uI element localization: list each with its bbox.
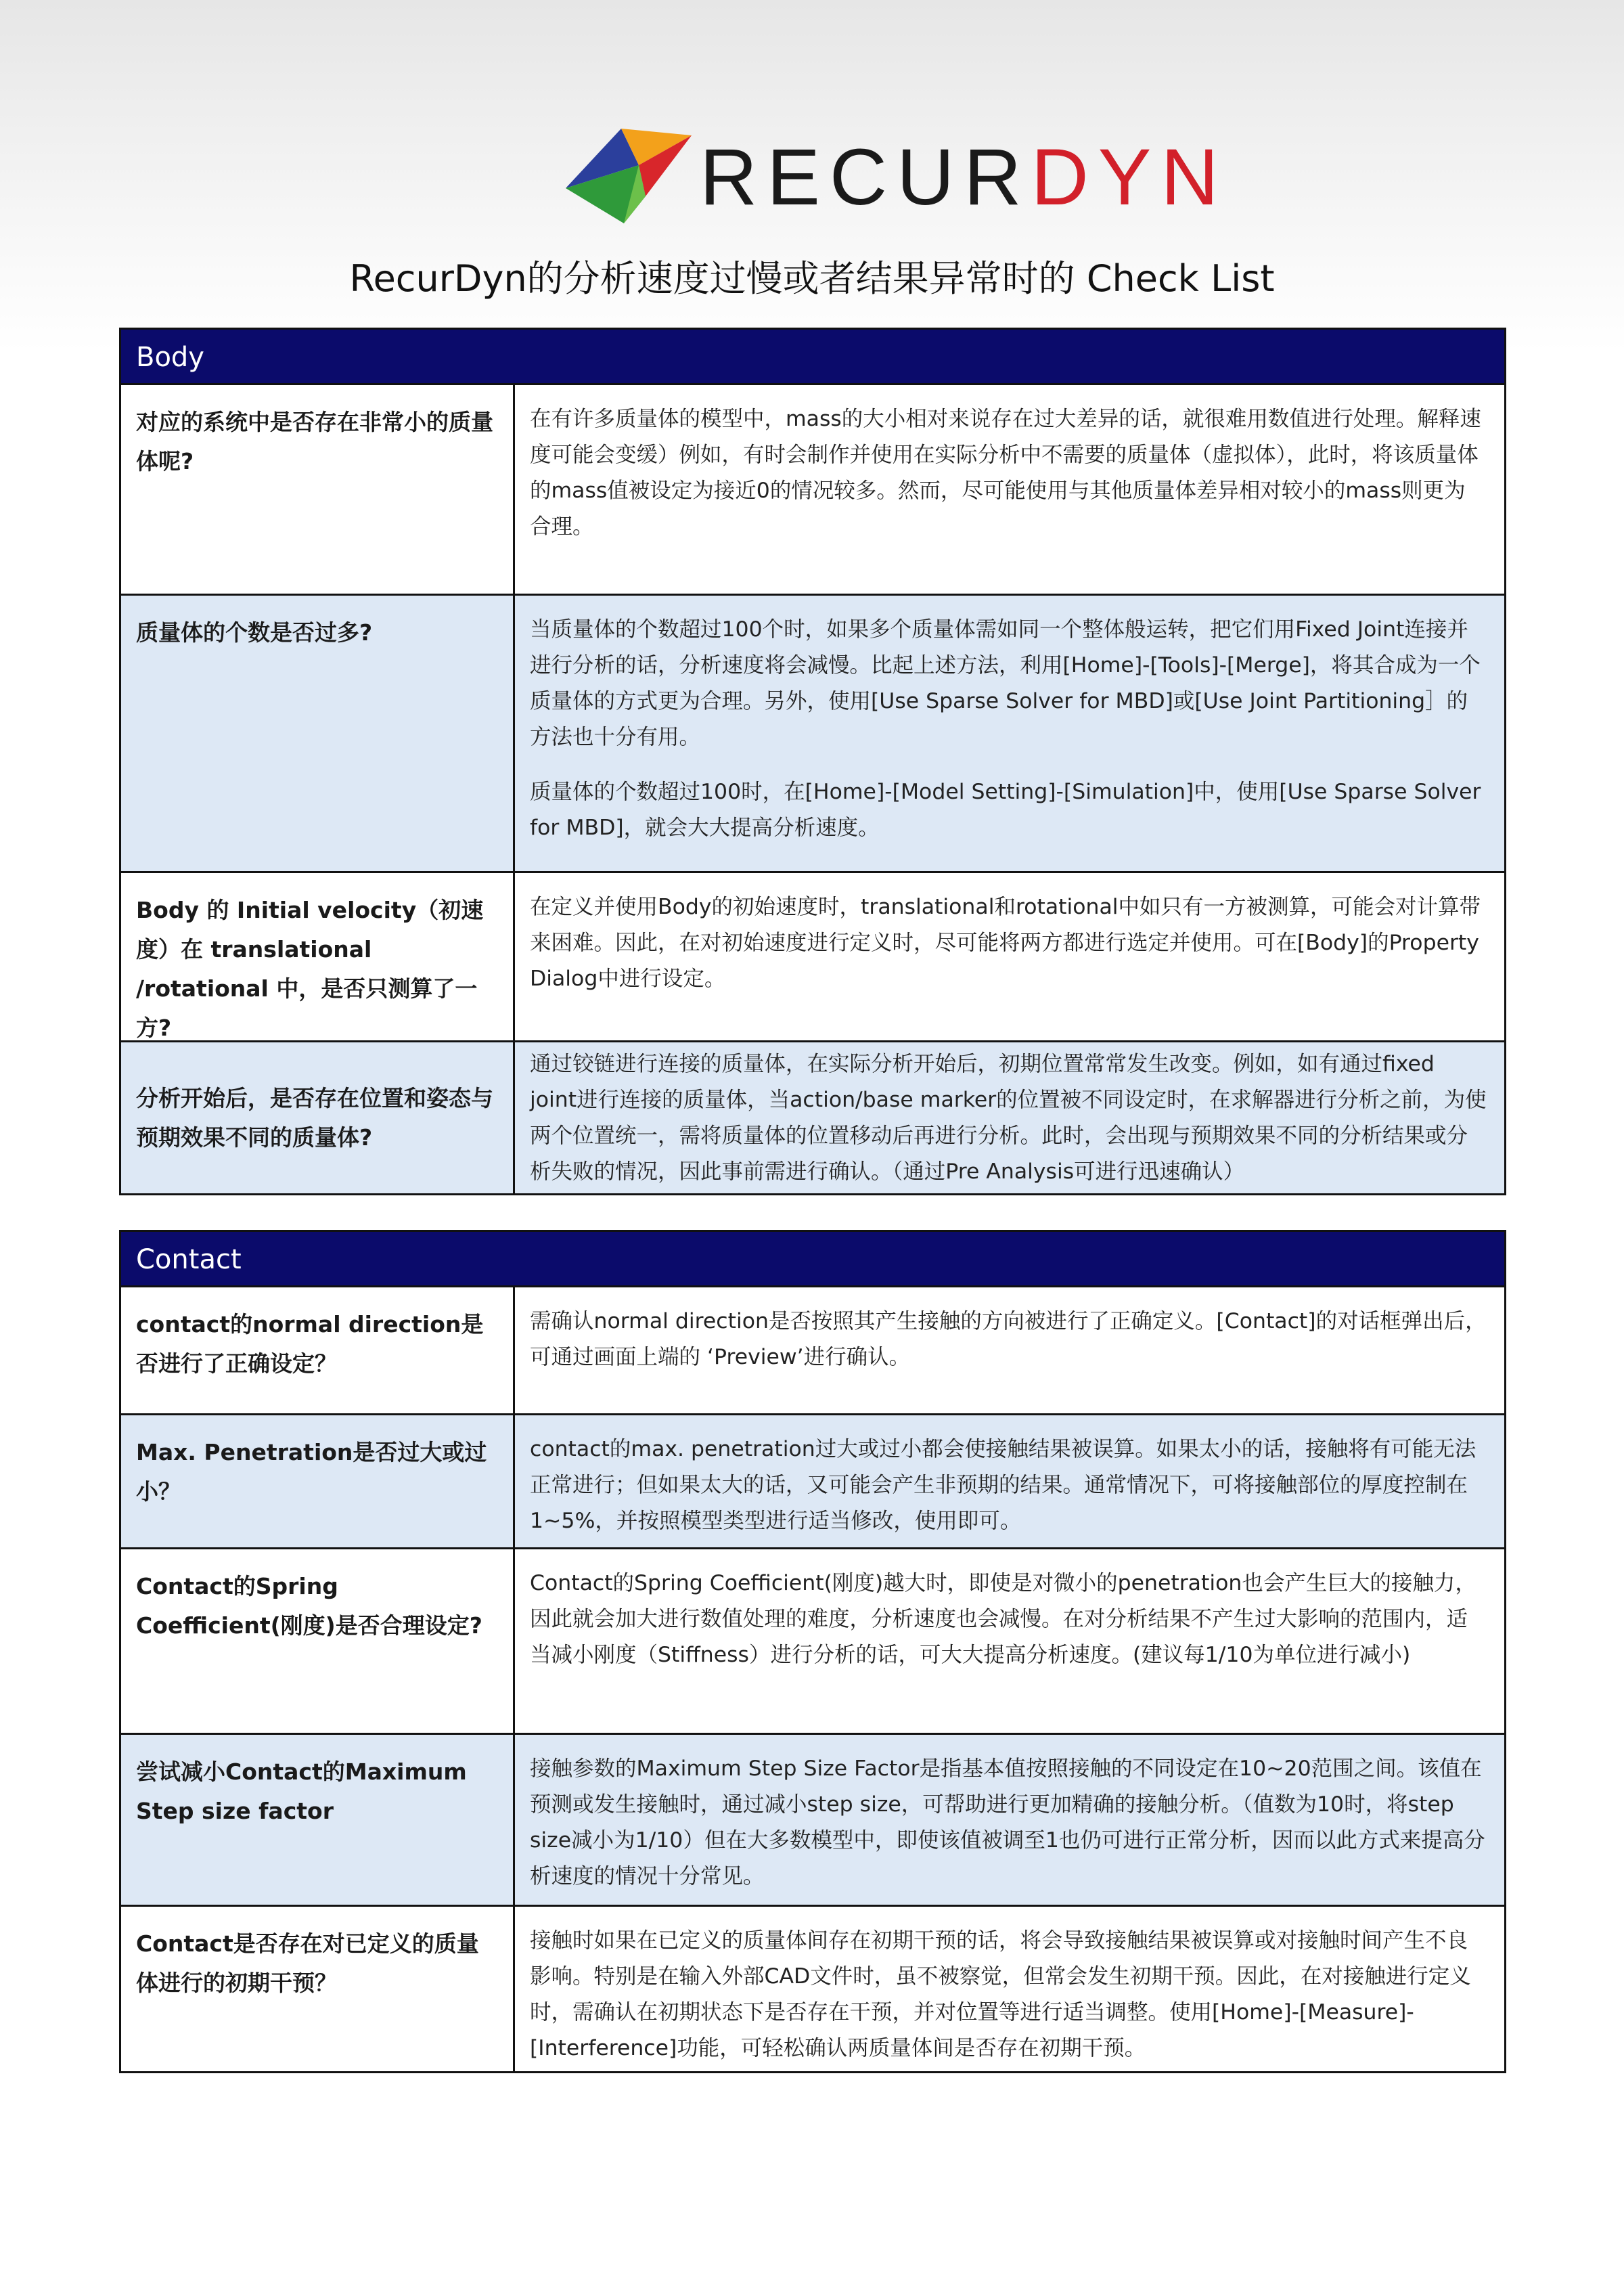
table-row <box>121 1040 1504 1193</box>
answer-cell <box>515 1907 1504 2071</box>
page-title: RecurDyn的分析速度过慢或者结果异常时的 Check List <box>349 257 1275 300</box>
question-cell: 质量体的个数是否过多? <box>121 596 515 871</box>
section-header: Contact <box>121 1232 1504 1287</box>
answer-cell <box>515 596 1504 871</box>
question-cell: Max. Penetration是否过大或过小？ <box>121 1415 515 1547</box>
question-cell: Contact是否存在对已定义的质量体进行的初期干预？ <box>121 1907 515 2071</box>
answer-cell <box>515 385 1504 594</box>
answer-text: Contact的Spring Coefficient(刚度)越大时，即使是对微小的penetration也会产生巨大的接触力，因此就会加大进行数值处理的难度，分析速度也会减慢。在对分析结果不产生过大影响的范围内，适当减小刚度（Stiffness）进行分析的话，可大大提高分析速度。(建议每1/10为单位进行减小) <box>530 1571 1476 1667</box>
question-cell: 分析开始后，是否存在位置和姿态与预期效果不同的质量体? <box>121 1042 515 1193</box>
question-cell: contact的normal direction是否进行了正确设定？ <box>121 1287 515 1413</box>
recurdyn-logo-graphic <box>559 115 1228 230</box>
question-cell: Contact的Spring Coefficient(刚度)是否合理设定? <box>121 1549 515 1733</box>
svg-text:RECURDYN <box>700 133 1228 222</box>
table-row <box>121 1733 1504 1905</box>
table-row <box>121 871 1504 1040</box>
answer-text: 当质量体的个数超过100个时，如果多个质量体需如同一个整体般运转，把它们用Fixed Joint连接并进行分析的话，分析速度将会减慢。比起上述方法，利用[Home]-[Tools]-[Merge]，将其合成为一个质量体的方式更为合理。另外，使用[Use Sparse Solver for MBD]或[Use Joint Partitioning］的方法也十分有用。 <box>530 617 1481 749</box>
answer-text: 在有许多质量体的模型中，mass的大小相对来说存在过大差异的话，就很难用数值进行处理。解释速度可能会变缓）例如，有时会制作并使用在实际分析中不需要的质量体（虚拟体），此时，将该质量体的mass值被设定为接近0的情况较多。然而，尽可能使用与其他质量体差异相对较小的mass则更为合理。 <box>530 407 1481 539</box>
answer-text: 在定义并使用Body的初始速度时，translational和rotational中如只有一方被测算，可能会对计算带来困难。因此，在对初始速度进行定义时，尽可能将两方都进行选定并使用。可在[Body]的Property Dialog中进行设定。 <box>530 895 1481 991</box>
answer-text: 接触参数的Maximum Step Size Factor是指基本值按照接触的不同设定在10~20范围之间。该值在预测或发生接触时，通过减小step size，可帮助进行更加精确的接触分析。（值数为10时，将step size减小为1/10）但在大多数模型中，即使该值被调至1也仍可进行正常分析，因而以此方式来提高分析速度的情况十分常见。 <box>530 1756 1485 1888</box>
answer-cell <box>515 1735 1504 1905</box>
table-row <box>121 1413 1504 1547</box>
logo-text-recur: RECUR <box>700 133 1031 222</box>
table-row <box>121 594 1504 871</box>
section-header: Body <box>121 330 1504 385</box>
answer-cell <box>515 1415 1504 1547</box>
answer-cell <box>515 1042 1504 1193</box>
answer-cell <box>515 1549 1504 1733</box>
answer-text: 通过铰链进行连接的质量体，在实际分析开始后，初期位置常常发生改变。例如，如有通过fixed joint进行连接的质量体，当action/base marker的位置被不同设定时，在求解器进行分析之前，为使两个位置统一，需将质量体的位置移动后再进行分析。此时，会出现与预期效果不同的分析结果或分析失败的情况，因此事前需进行确认。（通过Pre Analysis可进行迅速确认） <box>530 1051 1487 1184</box>
table-row <box>121 1547 1504 1733</box>
answer-text: 需确认normal direction是否按照其产生接触的方向被进行了正确定义。[Contact]的对话框弹出后，可通过画面上端的 ‘Preview’进行确认。 <box>530 1309 1487 1369</box>
table-row <box>121 1905 1504 2071</box>
logo-text-dyn: DYN <box>1031 133 1228 222</box>
answer-text: contact的max. penetration过大或过小都会使接触结果被误算。如果太小的话，接触将有可能无法正常进行；但如果太大的话，又可能会产生非预期的结果。通常情况下，可将接触部位的厚度控制在1~5%，并按照模型类型进行适当修改，使用即可。 <box>530 1437 1476 1533</box>
answer-text: 质量体的个数超过100时，在[Home]-[Model Setting]-[Simulation]中，使用[Use Sparse Solver for MBD]，就会大大提高分析速度。 <box>530 780 1481 840</box>
answer-text: 接触时如果在已定义的质量体间存在初期干预的话，将会导致接触结果被误算或对接触时间产生不良影响。特别是在输入外部CAD文件时，虽不被察觉，但常会发生初期干预。因此，在对接触进行定义时，需确认在初期状态下是否存在干预，并对位置等进行适当调整。使用[Home]-[Measure]-[Interference]功能，可轻松确认两质量体间是否存在初期干预。 <box>530 1928 1471 2060</box>
table-row <box>121 385 1504 594</box>
section-body <box>119 328 1506 1195</box>
answer-cell <box>515 1287 1504 1413</box>
recurdyn-logo <box>559 115 1228 230</box>
section-contact <box>119 1230 1506 2073</box>
question-cell: 对应的系统中是否存在非常小的质量体呢? <box>121 385 515 594</box>
table-row <box>121 1287 1504 1413</box>
question-cell: Body 的 Initial velocity（初速度）在 translational /rotational 中，是否只测算了一方? <box>121 873 515 1040</box>
question-cell: 尝试减小Contact的Maximum Step size factor <box>121 1735 515 1905</box>
answer-cell <box>515 873 1504 1040</box>
